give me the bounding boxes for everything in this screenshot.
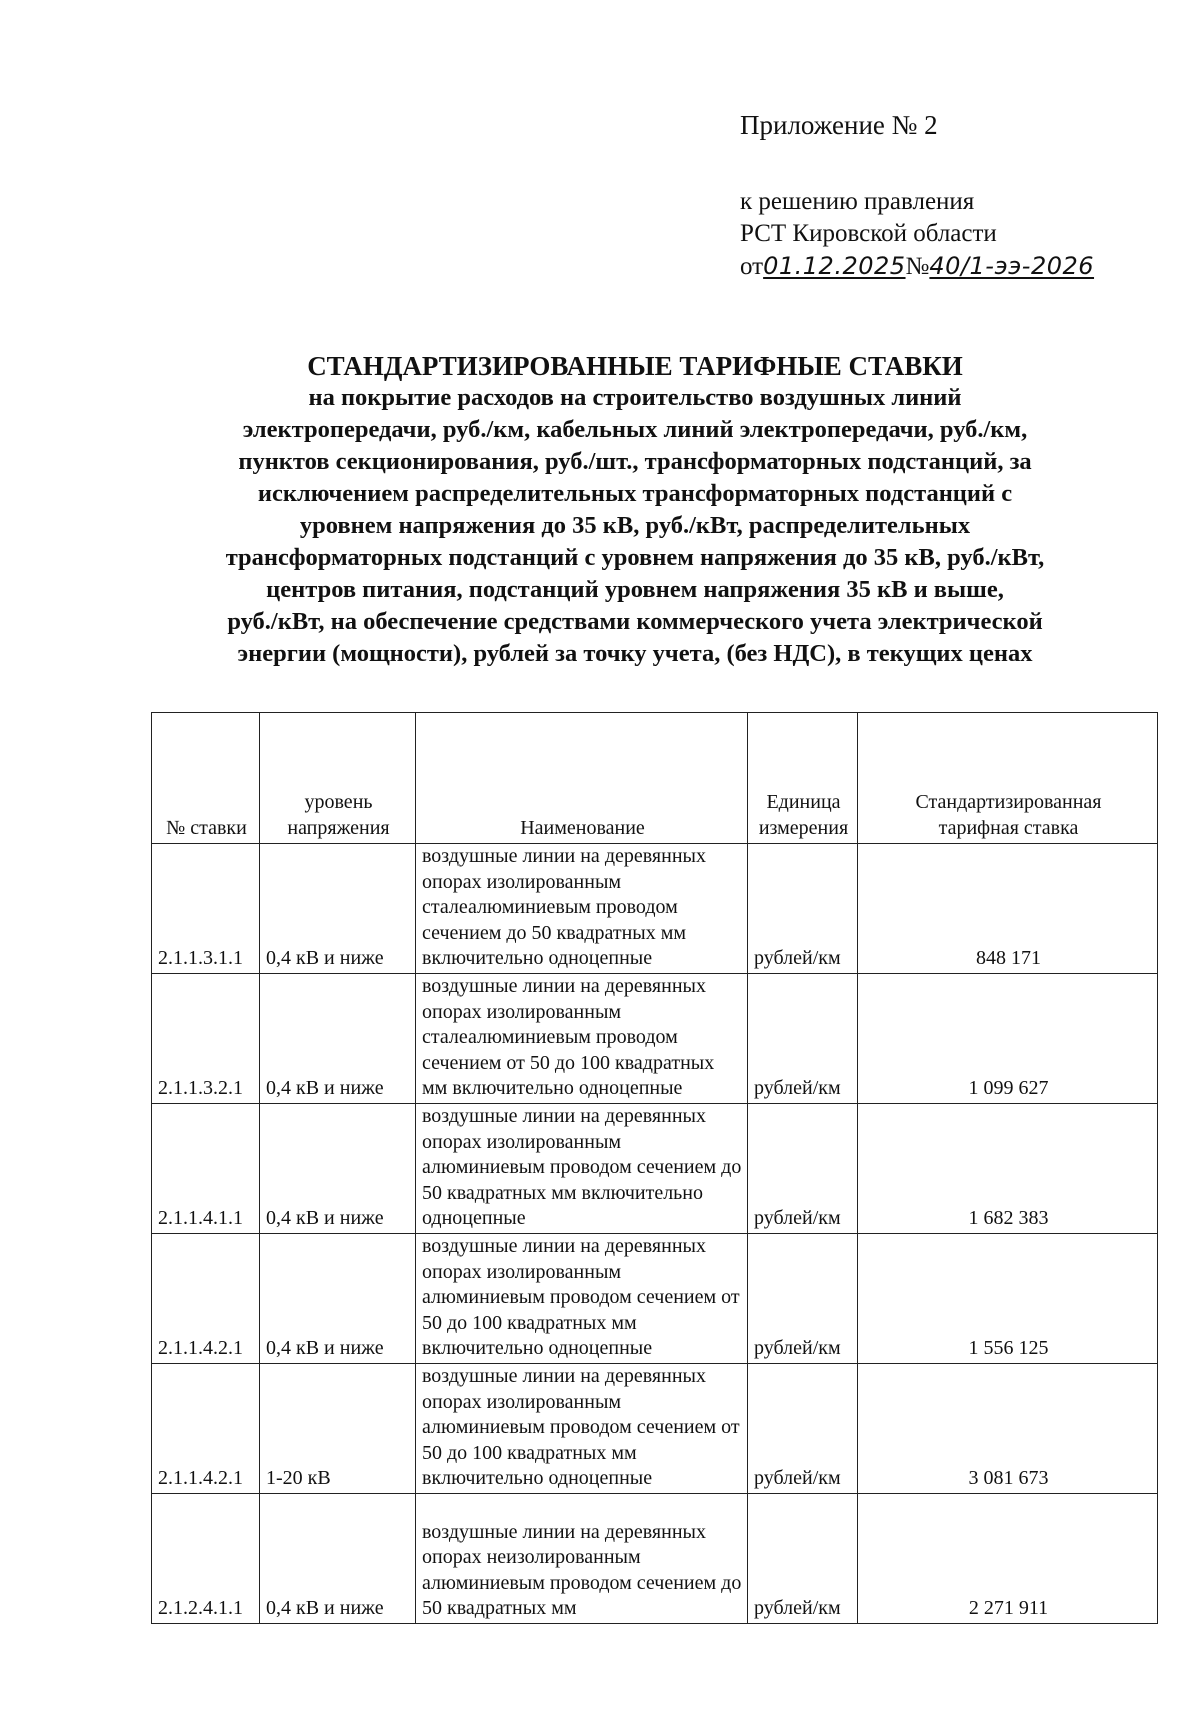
cell-voltage-level: 0,4 кВ и ниже	[260, 1234, 416, 1364]
decision-line-1: к решению правления	[740, 188, 975, 215]
cell-unit: рублей/км	[748, 1234, 858, 1364]
table-row	[152, 1234, 1158, 1364]
handwritten-date: 01.12.2025	[763, 252, 906, 280]
header-rate	[858, 713, 1158, 844]
cell-voltage-level: 0,4 кВ и ниже	[260, 1494, 416, 1624]
table-header-row	[152, 713, 1158, 844]
header-rate-number-text: № ставки	[166, 817, 247, 839]
cell-rate-number: 2.1.1.3.2.1	[152, 974, 260, 1104]
cell-unit: рублей/км	[748, 844, 858, 974]
title-line: уровнем напряжения до 35 кВ, руб./кВт, распределительных	[299, 512, 971, 539]
table-row	[152, 1104, 1158, 1234]
cell-name: воздушные линии на деревянных опорах неизолированным алюминиевым проводом сечением до 50 квадратных мм	[416, 1494, 748, 1624]
cell-voltage-level: 0,4 кВ и ниже	[260, 844, 416, 974]
header-rate-number	[152, 713, 260, 844]
cell-unit: рублей/км	[748, 1364, 858, 1494]
header-unit-line2: измерения	[758, 817, 849, 839]
table-row	[152, 974, 1158, 1104]
header-voltage-level	[260, 713, 416, 844]
title-line: руб./кВт, на обеспечение средствами коммерческого учета электрической	[227, 608, 1043, 635]
cell-rate: 848 171	[858, 844, 1158, 974]
cell-rate-number: 2.1.1.4.2.1	[152, 1364, 260, 1494]
cell-unit: рублей/км	[748, 1104, 858, 1234]
decision-date-number	[740, 250, 1094, 283]
cell-rate: 1 682 383	[858, 1104, 1158, 1234]
cell-name: воздушные линии на деревянных опорах изолированным алюминиевым проводом сечением от 50 до 100 квадратных мм включительно одноцепные	[416, 1364, 748, 1494]
cell-rate-number: 2.1.1.4.2.1	[152, 1234, 260, 1364]
tariff-table	[151, 712, 1158, 1624]
title-line: пунктов секционирования, руб./шт., трансформаторных подстанций, за	[238, 448, 1032, 475]
cell-rate-number: 2.1.2.4.1.1	[152, 1494, 260, 1624]
header-voltage-line2: напряжения	[287, 817, 390, 839]
decision-reference	[740, 186, 1094, 283]
header-rate-line2: тарифная ставка	[938, 817, 1079, 839]
table-row	[152, 1364, 1158, 1494]
table-row	[152, 844, 1158, 974]
number-prefix: №	[905, 253, 930, 280]
cell-name: воздушные линии на деревянных опорах изолированным сталеалюминиевым проводом сечением от 50 до 100 квадратных мм включительно одноцепные	[416, 974, 748, 1104]
cell-name: воздушные линии на деревянных опорах изолированным алюминиевым проводом сечением до 50 квадратных мм включительно одноцепные	[416, 1104, 748, 1234]
title-main: СТАНДАРТИЗИРОВАННЫЕ ТАРИФНЫЕ СТАВКИ	[307, 351, 963, 381]
cell-voltage-level: 0,4 кВ и ниже	[260, 974, 416, 1104]
title-line: энергии (мощности), рублей за точку учета, (без НДС), в текущих ценах	[237, 640, 1033, 667]
title-line: исключением распределительных трансформаторных подстанций с	[257, 480, 1013, 507]
handwritten-number: 40/1-ээ-2026	[929, 252, 1095, 280]
cell-unit: рублей/км	[748, 1494, 858, 1624]
title-line: электропередачи, руб./км, кабельных линий электропередачи, руб./км,	[242, 416, 1028, 443]
header-rate-line1: Стандартизированная	[915, 791, 1102, 813]
cell-unit: рублей/км	[748, 974, 858, 1104]
title-line: трансформаторных подстанций с уровнем напряжения до 35 кВ, руб./кВт,	[225, 544, 1045, 571]
appendix-label: Приложение № 2	[740, 110, 938, 140]
header-name-text: Наименование	[520, 817, 645, 839]
header-name	[416, 713, 748, 844]
table-row	[152, 1494, 1158, 1624]
cell-rate-number: 2.1.1.4.1.1	[152, 1104, 260, 1234]
cell-rate: 1 556 125	[858, 1234, 1158, 1364]
title-line: центров питания, подстанций уровнем напряжения 35 кВ и выше,	[266, 576, 1004, 603]
header-voltage-line1: уровень	[304, 791, 373, 813]
cell-rate: 1 099 627	[858, 974, 1158, 1104]
cell-rate-number: 2.1.1.3.1.1	[152, 844, 260, 974]
cell-name: воздушные линии на деревянных опорах изолированным сталеалюминиевым проводом сечением до 50 квадратных мм включительно одноцепные	[416, 844, 748, 974]
document-title	[150, 350, 1120, 670]
header-unit-line1: Единица	[766, 791, 841, 813]
cell-voltage-level: 0,4 кВ и ниже	[260, 1104, 416, 1234]
decision-line-2: РСТ Кировской области	[740, 220, 997, 247]
cell-name: воздушные линии на деревянных опорах изолированным алюминиевым проводом сечением от 50 до 100 квадратных мм включительно одноцепные	[416, 1234, 748, 1364]
from-prefix: от	[740, 253, 764, 280]
header-unit	[748, 713, 858, 844]
cell-rate: 2 271 911	[858, 1494, 1158, 1624]
cell-voltage-level: 1-20 кВ	[260, 1364, 416, 1494]
title-line: на покрытие расходов на строительство воздушных линий	[308, 384, 962, 411]
cell-rate: 3 081 673	[858, 1364, 1158, 1494]
